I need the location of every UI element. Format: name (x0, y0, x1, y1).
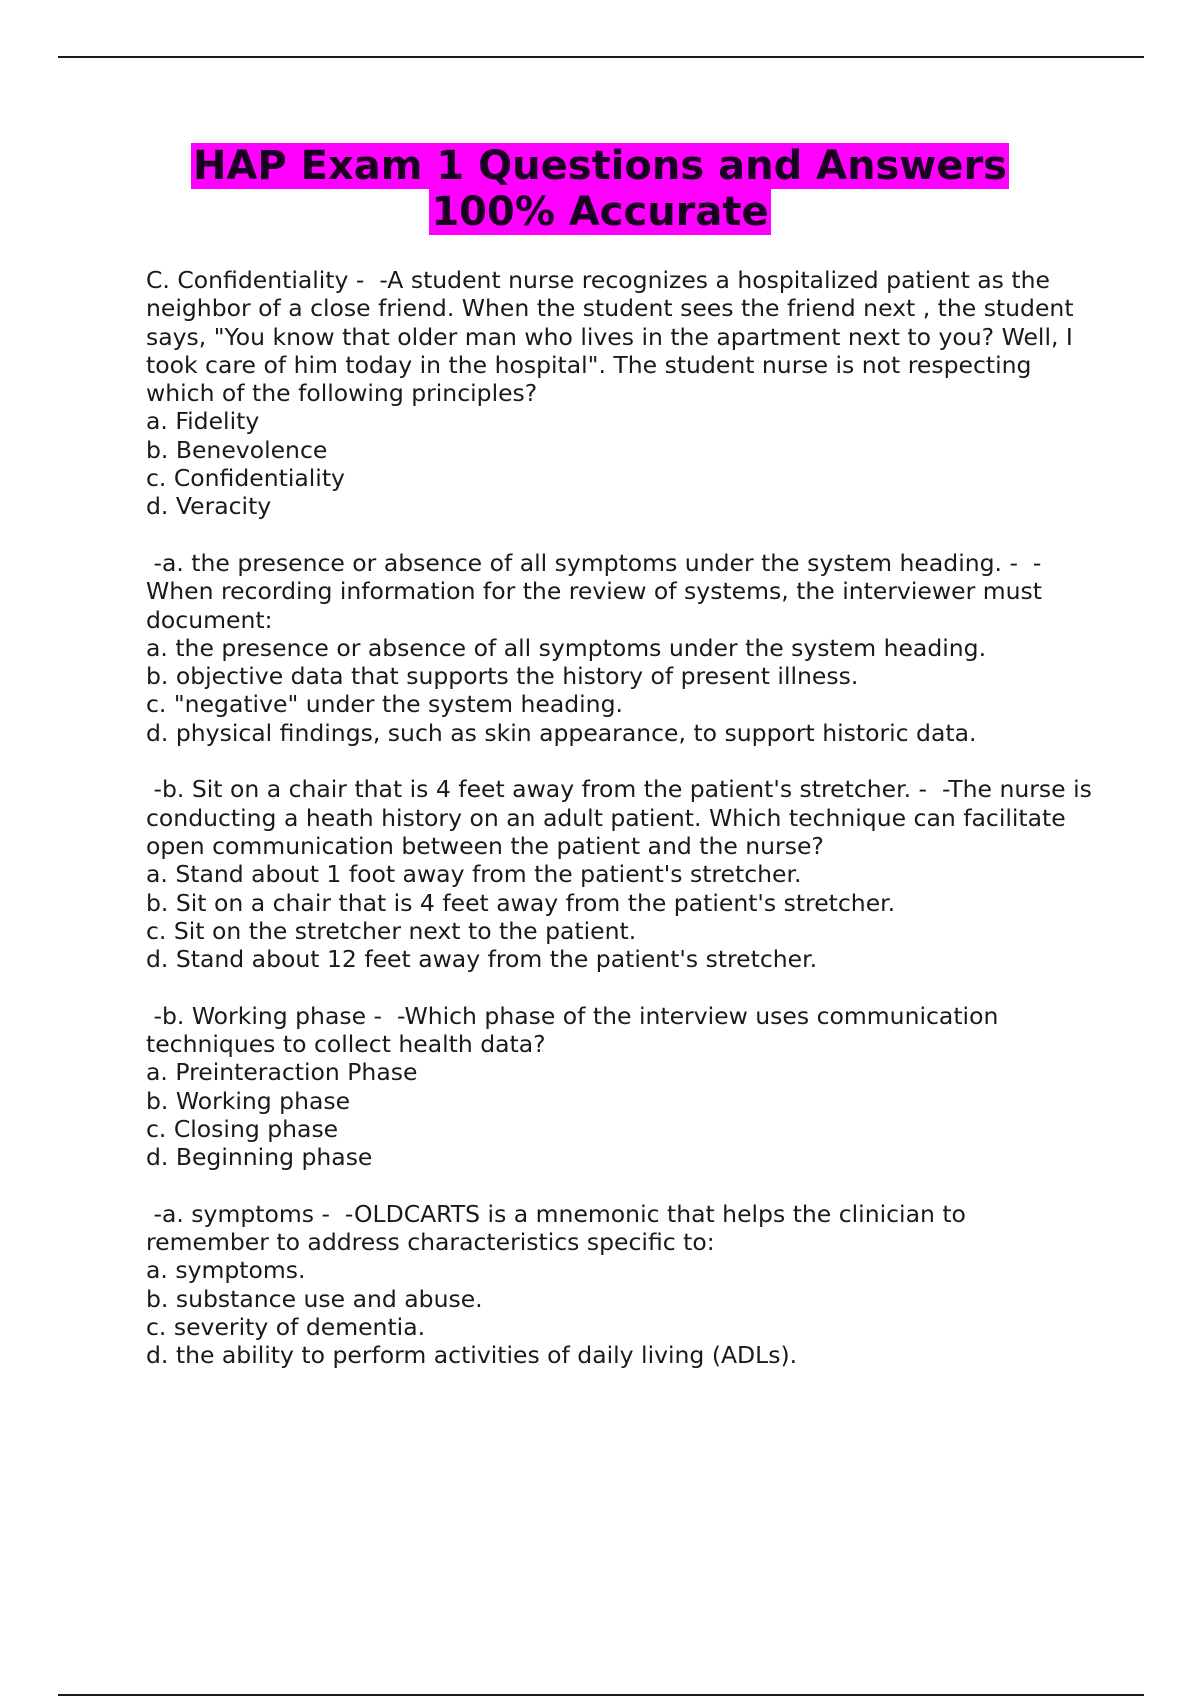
bottom-rule (58, 1694, 1144, 1696)
question-text: -b. Working phase - -Which phase of the interview uses communication techniques to collect health data? (146, 1001, 1006, 1059)
answer-option: b. Working phase (146, 1086, 351, 1115)
question-text: -b. Sit on a chair that is 4 feet away from the patient's stretcher. - -The nurse is conducting a heath history on an adult patient. Which technique can facilitate open communication between the patient and the nurse? (146, 775, 1100, 860)
answer-option: b. Benevolence (146, 435, 328, 464)
answer-option: c. severity of dementia. (146, 1312, 426, 1341)
answer-option: c. "negative" under the system heading. (146, 690, 623, 719)
answer-option: a. the presence or absence of all symptoms under the system heading. (146, 633, 987, 662)
answer-option: b. objective data that supports the history of present illness. (146, 662, 859, 691)
answer-option: b. substance use and abuse. (146, 1284, 483, 1313)
answer-option: d. Beginning phase (146, 1143, 373, 1172)
answer-option: d. Stand about 12 feet away from the patient's stretcher. (146, 945, 818, 974)
question-block (146, 1002, 1096, 1172)
top-rule (58, 56, 1144, 58)
answer-option: c. Closing phase (146, 1114, 339, 1143)
question-block (146, 266, 1096, 521)
answer-option: d. the ability to perform activities of daily living (ADLs). (146, 1341, 798, 1370)
answer-option: d. Veracity (146, 492, 272, 521)
question-text: C. Confidentiality - -A student nurse recognizes a hospitalized patient as the neighbor of a close friend. When the student sees the friend next , the student says, "You know that older man who lives in the apartment next to you? Well, I took care of him today in the hospital". The student nurse is not respecting which of the following principles? (146, 266, 1082, 408)
question-list (146, 266, 1100, 1398)
question-block (146, 549, 1096, 747)
question-block (146, 1200, 1096, 1370)
page-title (0, 143, 1200, 235)
question-text: -a. symptoms - -OLDCARTS is a mnemonic that helps the clinician to remember to address characteristics specific to: (146, 1199, 974, 1257)
answer-option: a. Stand about 1 foot away from the patient's stretcher. (146, 860, 802, 889)
answer-option: a. Fidelity (146, 407, 260, 436)
question-block (146, 775, 1100, 974)
answer-option: d. physical findings, such as skin appearance, to support historic data. (146, 718, 977, 747)
question-text: -a. the presence or absence of all symptoms under the system heading. - -When recording information for the review of systems, the interviewer must document: (146, 548, 1050, 634)
title-line-1: HAP Exam 1 Questions and Answers (193, 143, 1007, 189)
title-line-2: 100% Accurate (431, 189, 769, 235)
answer-option: a. Preinteraction Phase (146, 1058, 418, 1087)
answer-option: b. Sit on a chair that is 4 feet away from the patient's stretcher. (146, 888, 896, 917)
answer-option: a. symptoms. (146, 1256, 306, 1285)
answer-option: c. Confidentiality (146, 464, 345, 493)
answer-option: c. Sit on the stretcher next to the patient. (146, 916, 637, 945)
